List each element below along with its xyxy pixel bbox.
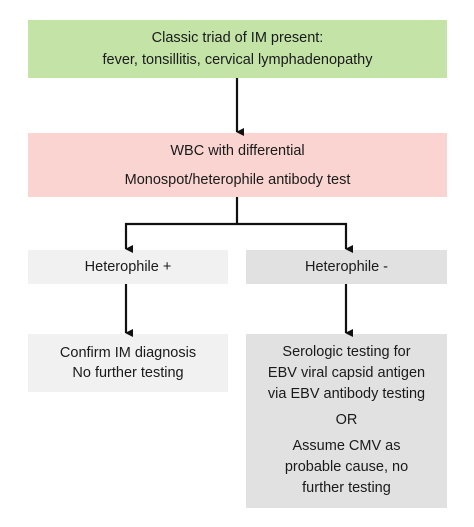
triad-line-2: fever, tonsillitis, cervical lymphadenopathy	[102, 52, 373, 68]
branch-connector	[125, 197, 347, 224]
wbc-line-2: Monospot/heterophile antibody test	[124, 172, 351, 188]
wbc-line-1: WBC with differential	[170, 143, 305, 159]
heterophile-positive-label: Heterophile +	[84, 259, 172, 275]
confirm-line-1: Confirm IM diagnosis	[59, 345, 197, 361]
serologic-line-4: Assume CMV as	[292, 438, 401, 454]
serologic-line-6: further testing	[302, 480, 391, 496]
triad-line-1: Classic triad of IM present:	[151, 30, 324, 46]
heterophile-negative-label: Heterophile -	[304, 259, 388, 275]
serologic-line-3: via EBV antibody testing	[267, 386, 426, 402]
serologic-line-5: probable cause, no	[284, 459, 409, 475]
serologic-line-2: EBV viral capsid antigen	[267, 365, 426, 381]
serologic-line-1: Serologic testing for	[282, 344, 411, 360]
serologic-or: OR	[335, 412, 358, 428]
confirm-line-2: No further testing	[72, 365, 184, 381]
